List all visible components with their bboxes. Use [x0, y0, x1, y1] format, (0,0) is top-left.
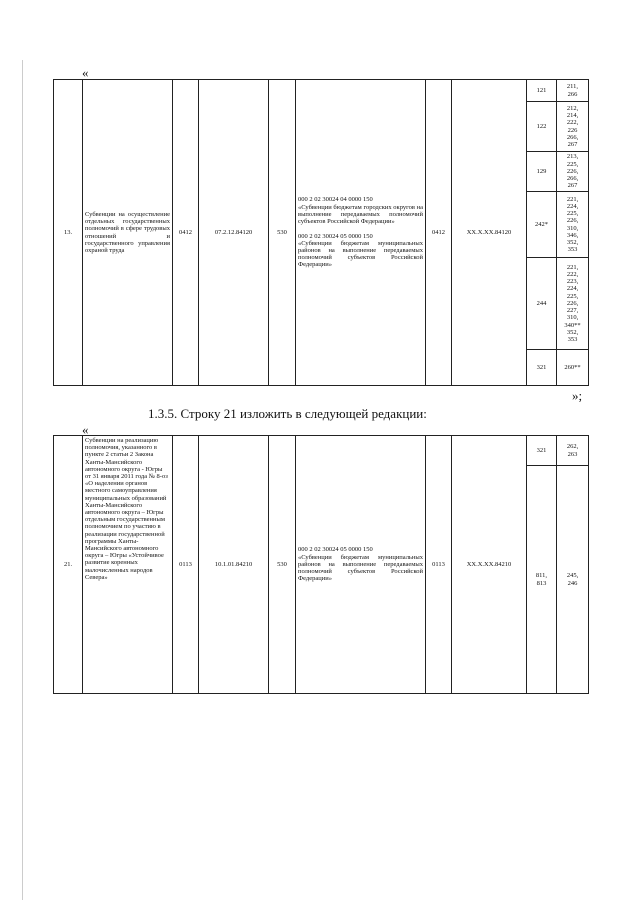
target-article-code: 07.2.12.84120 [199, 80, 269, 386]
income-code-description: 000 2 02 30024 04 0000 150 «Субвенции бюджетам городских округов на выполнение передаваемых полномочий субъектов Российской Федерации» 000 2 02 30024 05 0000 150 «Субвенции бюджетам муниципальных районов на выполнение передаваемых полномочий субъектов Российской Федерации» [296, 80, 426, 386]
subrow-vr: 242* [527, 192, 557, 258]
target-article-code: 10.1.01.84210 [199, 436, 269, 694]
subvention-name: Субвенции на осуществление отдельных государственных полномочий в сфере трудовых отношений и государственного управления охраной труда [83, 80, 173, 386]
subrow-kosgu: 213, 225, 226, 266, 267 [557, 152, 589, 192]
section-heading: 1.3.5. Строку 21 изложить в следующей редакции: [148, 406, 427, 421]
subrow-kosgu: 211, 266 [557, 80, 589, 102]
subrow-vr: 129 [527, 152, 557, 192]
classification-code: XX.X.XX.84210 [452, 436, 527, 694]
subrow-vr: 321 [527, 350, 557, 386]
expense-type-code: 530 [269, 436, 296, 694]
expense-type-code: 530 [269, 80, 296, 386]
row-number: 13. [54, 80, 83, 386]
subrow-vr: 122 [527, 102, 557, 152]
section-code: 0412 [173, 80, 199, 386]
subrow-vr: 811, 813 [527, 466, 557, 694]
subrow-kosgu: 212, 214, 222, 226 266, 267 [557, 102, 589, 152]
section-code: 0113 [173, 436, 199, 694]
subrow-vr: 244 [527, 258, 557, 350]
open-quote-2: « [82, 422, 89, 437]
subrow-vr: 321 [527, 436, 557, 466]
subrow-kosgu: 245, 246 [557, 466, 589, 694]
scan-margin-line [22, 60, 23, 900]
subrow-kosgu: 260** [557, 350, 589, 386]
subrow-kosgu: 221, 224, 225, 226, 310, 346, 352, 353 [557, 192, 589, 258]
section-code-2: 0113 [426, 436, 452, 694]
subrow-kosgu: 221, 222, 223, 224, 225, 226, 227, 310, 340** 352, 353 [557, 258, 589, 350]
open-quote-1: « [82, 65, 89, 80]
close-quote-1: »; [572, 388, 583, 403]
table-row-13 [53, 79, 589, 386]
subrow-vr: 121 [527, 80, 557, 102]
classification-code: XX.X.XX.84120 [452, 80, 527, 386]
income-code-description: 000 2 02 30024 05 0000 150 «Субвенции бюджетам муниципальных районов на выполнение передаваемых полномочий субъектов Российской Федерации» [296, 436, 426, 694]
subvention-name: Субвенции на реализацию полномочия, указанного в пункте 2 статьи 2 Закона Ханты-Мансийского автономного округа - Югры от 31 января 2011 года № 8-оз «О наделении органов местного самоуправления муниципальных образований Ханты-Мансийского автономного округа – Югры отдельным государственным полномочием по участию в реализации государственной программы Ханты-Мансийского автономного округа – Югры «Устойчивое развитие коренных малочисленных народов Севера» [83, 436, 173, 694]
subrow-kosgu: 262, 263 [557, 436, 589, 466]
row-number: 21. [54, 436, 83, 694]
table-row-21 [53, 435, 589, 694]
section-code-2: 0412 [426, 80, 452, 386]
